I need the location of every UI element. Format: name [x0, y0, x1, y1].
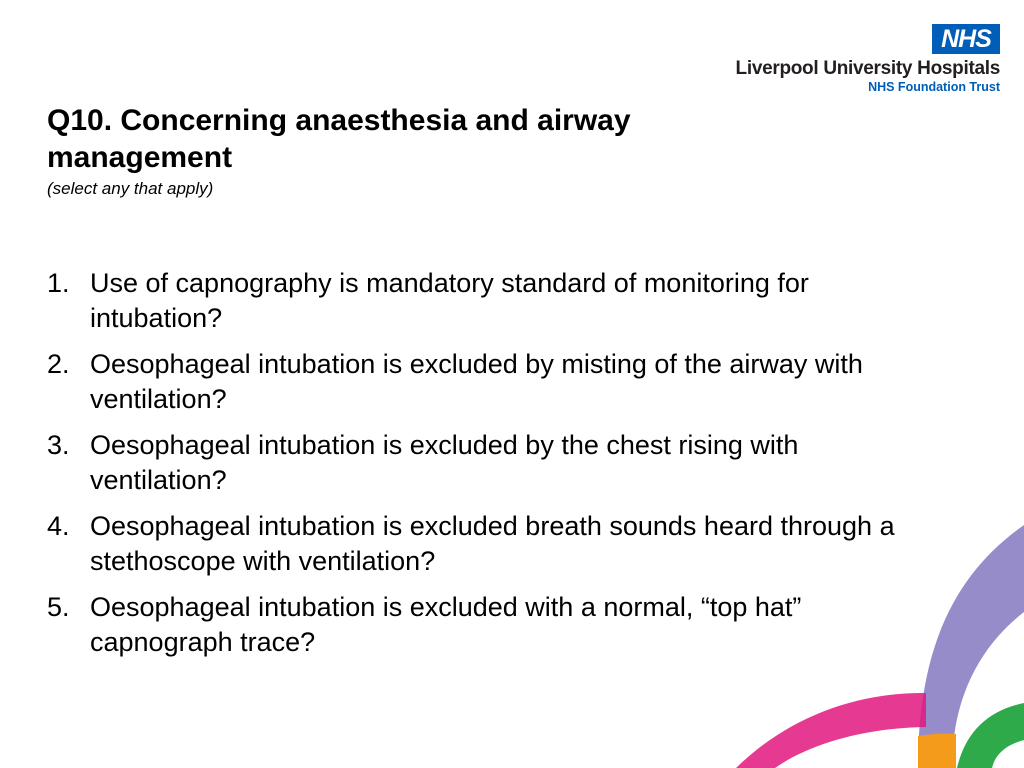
nhs-logo-text: NHS [941, 25, 991, 53]
option-text: Oesophageal intubation is excluded by misting of the airway with ventilation? [90, 349, 863, 414]
option-text: Oesophageal intubation is excluded by the chest rising with ventilation? [90, 430, 799, 495]
orange-arc [918, 734, 956, 768]
answer-option-2 [47, 347, 937, 417]
nhs-logo-box [932, 24, 1000, 54]
answer-option-4 [47, 509, 937, 579]
magenta-arc [736, 693, 926, 768]
option-text: Oesophageal intubation is excluded breath sounds heard through a stethoscope with ventilation? [90, 511, 895, 576]
option-number: 1. [47, 268, 70, 298]
trust-name: NHS Foundation Trust [868, 80, 1000, 94]
slide-title: Q10. Concerning anaesthesia and airway management [47, 104, 631, 174]
answer-option-3 [47, 428, 937, 498]
slide-subtitle: (select any that apply) [47, 179, 214, 198]
answer-option-1 [47, 266, 937, 336]
answer-options [47, 266, 937, 671]
option-number: 5. [47, 592, 70, 622]
option-number: 3. [47, 430, 70, 460]
option-number: 2. [47, 349, 70, 379]
organisation-name: Liverpool University Hospitals [735, 58, 1000, 79]
option-number: 4. [47, 511, 70, 541]
answer-option-5 [47, 590, 937, 660]
option-text: Use of capnography is mandatory standard of monitoring for intubation? [90, 268, 809, 333]
option-text: Oesophageal intubation is excluded with a normal, “top hat” capnograph trace? [90, 592, 802, 657]
green-arc [957, 703, 1024, 768]
nhs-trust-logo [730, 24, 1000, 94]
